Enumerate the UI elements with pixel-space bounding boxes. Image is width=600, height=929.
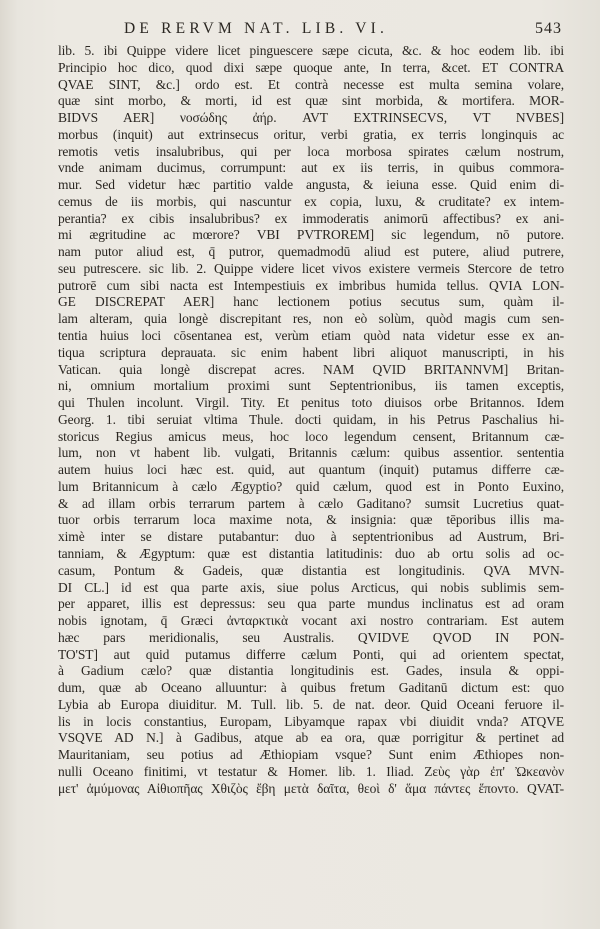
text-line: lam alteram, quia longè discrepitant res, non eò solùm, quòd magis cum sen- bbox=[58, 311, 564, 327]
text-line: vnde animam ducimus, corrumpunt: aut ex iis terris, in quibus commora- bbox=[58, 160, 564, 176]
text-line: à Gadium cælo? quæ distantia longitudinis est. Gades, insula & oppi- bbox=[58, 663, 564, 679]
text-line: tuor orbis terrarum loca maxime nota, & insignia: quæ tēporibus illis ma- bbox=[58, 512, 564, 528]
text-line: BIDVS AER] νοσώδης ἀήρ. AVT EXTRINSECVS, VT NVBES] bbox=[58, 110, 564, 126]
text-line: qui Thulen incolunt. Virgil. Tity. Et penitus toto diuisos orbe Britannos. Idem bbox=[58, 395, 564, 411]
text-line: quæ sint morbo, & morti, id est quæ sint morbida, & mortifera. MOR- bbox=[58, 93, 564, 109]
text-line: Principio hoc dico, quod dixi sæpe quoque ante, In terra, &cet. ET CONTRA bbox=[58, 59, 564, 75]
text-line: putrorē cum sibi nacta est Intempestiuis ex imbribus humida tellus. QVIA LON- bbox=[58, 277, 564, 293]
text-line: VSQVE AD N.] à Gadibus, atque ab ea ora, quæ porrigitur & pertinet ad bbox=[58, 730, 564, 746]
text-line: lum Britannicum à cælo Ægyptio? quid cælum, quod est in Ponto Euxino, bbox=[58, 478, 564, 494]
text-line: autem huius loci hæc est. quid, aut quantum (inquit) putamus differre cæ- bbox=[58, 462, 564, 478]
text-line: tiqua scriptura deprauata. sic enim habent libri aliquot manuscripti, in his bbox=[58, 344, 564, 360]
text-line: nam putor aliud est, q̄ putror, quemadmodū aliud est putere, aliud putrere, bbox=[58, 244, 564, 260]
text-line: lis in locis constantius, Europam, Libyamque rapax vbi diuidit vnda? ATQVE bbox=[58, 713, 564, 729]
text-line: lib. 5. ibi Quippe videre licet pinguescere sæpe cicuta, &c. & hoc eodem lib. ibi bbox=[58, 43, 564, 58]
text-line: cemus de iis morbis, qui nascuntur ex copia, luxu, & cruditate? ex intem- bbox=[58, 193, 564, 209]
text-line: perantia? ex cibis insalubribus? ex immoderatis animorū affectibus? ex ani- bbox=[58, 210, 564, 226]
page-number: 543 bbox=[535, 20, 562, 37]
text-line: μετ' ἀμύμονας Αἰθιοπῆας Χθιζὸς ἔβη μετὰ δαῖτα, θεοὶ δ' ἅμα πάντες ἕποντο. QVAT- bbox=[58, 780, 564, 796]
text-line: per apparet, illis est depressus: seu qua parte mundus inclinatus est ad oram bbox=[58, 596, 564, 612]
running-title: DE RERVM NAT. LIB. VI. bbox=[124, 20, 389, 37]
text-line: tentia huius loci cōsentanea est, verùm etiam quòd nata videtur esse ex an- bbox=[58, 328, 564, 344]
text-line: hæc pars meridionalis, seu Australis. QVIDVE QVOD IN PON- bbox=[58, 629, 564, 645]
text-line: dum, quæ ab Oceano alluuntur: à quibus fretum Gaditanū dictum est: quo bbox=[58, 680, 564, 696]
text-line: morbus (inquit) aut extrinsecus oritur, verbi gratia, ex terris longinquis ac bbox=[58, 126, 564, 142]
text-line: casum, Pontum & Gadeis, quæ distantia est longitudinis. QVA MVN- bbox=[58, 562, 564, 578]
text-line: Lybia ab Europa diuiditur. M. Tull. lib. 5. de nat. deor. Quid Oceani feruore il- bbox=[58, 696, 564, 712]
text-line: DI CL.] id est qua parte axis, siue polus Arcticus, qui nobis sublimis sem- bbox=[58, 579, 564, 595]
text-line: Georg. 1. tibi seruiat vltima Thule. docti quidam, in his Petrus Paschalius hi- bbox=[58, 411, 564, 427]
text-line: mi ægritudine ac mœrore? VBI PVTROREM] sic legendum, nō putore. bbox=[58, 227, 564, 243]
text-line: GE DISCREPAT AER] hanc lectionem potius secutus sum, quàm il- bbox=[58, 294, 564, 310]
text-line: TO'ST] aut quid putamus differre cælum Ponti, qui ad orientem spectat, bbox=[58, 646, 564, 662]
text-line: mur. Sed videtur hæc partitio valde angusta, & ieiuna esse. Quid enim di- bbox=[58, 177, 564, 193]
text-line: ni, omnium mortalium proximi sunt Septentrionibus, iis tamen exceptis, bbox=[58, 378, 564, 394]
text-line: nulli Oceano finitimi, vt testatur & Homer. lib. 1. Iliad. Ζεὺς γὰρ ἐπ' Ὠκεανὸν bbox=[58, 763, 564, 779]
text-line: storicus Regius amicus meus, hoc loco legendum censent, Britannum cæ- bbox=[58, 428, 564, 444]
text-line: Mauritaniam, seu potius ad Æthiopiam vsque? Sunt enim Æthiopes non- bbox=[58, 747, 564, 763]
text-line: Vatican. quia longè discrepat acres. NAM QVID BRITANNVM] Britan- bbox=[58, 361, 564, 377]
text-line: tanniam, & Ægyptum: quæ est distantia latitudinis: duo ab ortu solis ad oc- bbox=[58, 545, 564, 561]
text-line: ximè inter se distare putabantur: duo à septentrionibus ad Austrum, Bri- bbox=[58, 529, 564, 545]
text-line: seu putrescere. sic lib. 2. Quippe videre licet vivos existere vermeis Stercore de tetro bbox=[58, 260, 564, 276]
text-line: nobis ignotam, q̄ Græci ἀνταρκτικὰ vocant axi nostro contrariam. Est autem bbox=[58, 613, 564, 629]
text-line: QVAE SINT, &c.] ordo est. Et contrà necesse est multa semina volare, bbox=[58, 76, 564, 92]
commentary-text bbox=[58, 43, 564, 797]
text-line: & ad illam orbis terrarum partem à cælo Gaditano? sumsit Lucretius quat- bbox=[58, 495, 564, 511]
page-header bbox=[124, 20, 562, 40]
text-line: lum, non vt habent lib. vulgati, Britannis cælum: quibus assentior. sententia bbox=[58, 445, 564, 461]
text-line: remotis vetis insalubribus, qui per loca morbosa spirates cælum nostrum, bbox=[58, 143, 564, 159]
